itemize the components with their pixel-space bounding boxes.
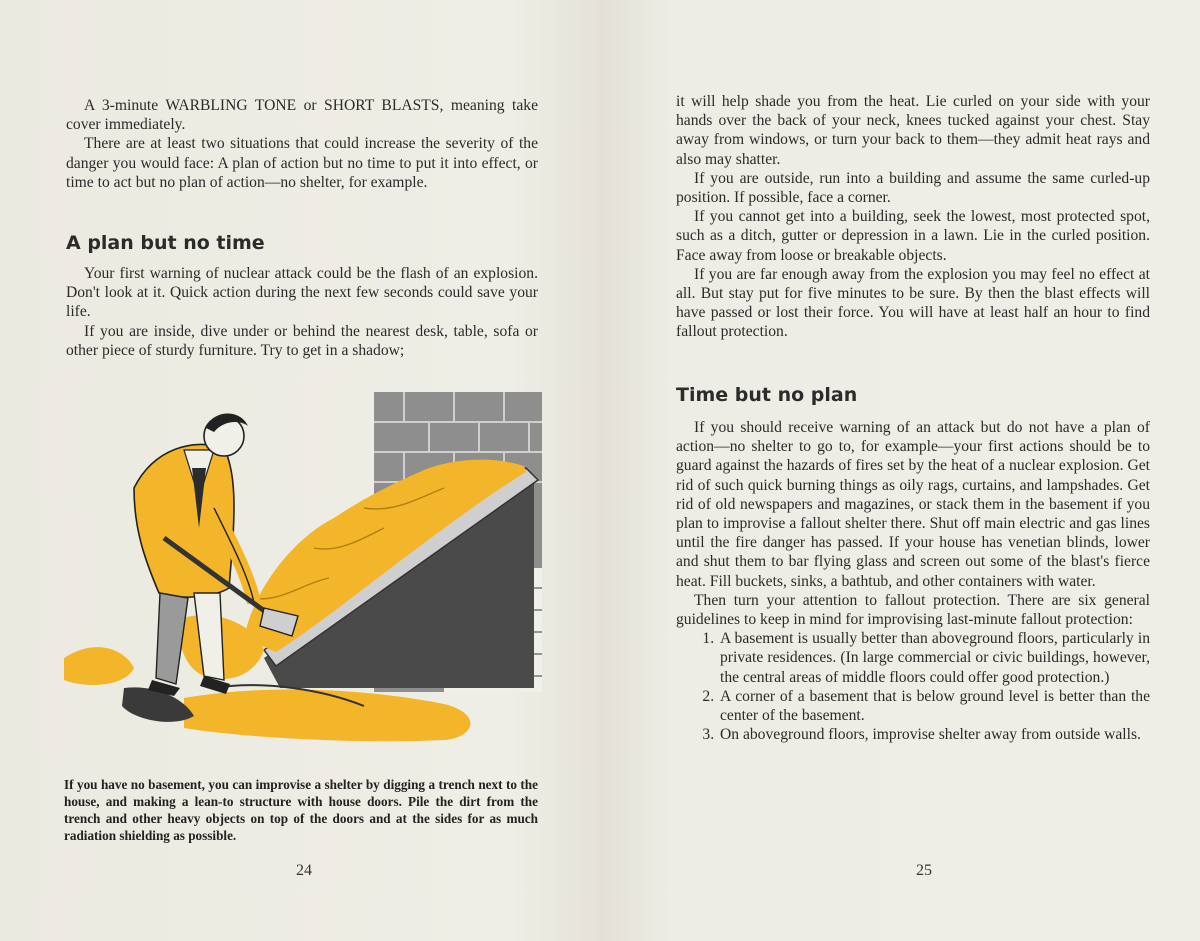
trench-shelter-illustration	[64, 388, 546, 768]
left-body	[66, 264, 538, 360]
list-item: 3. On aboveground floors, improvise shelter away from outside walls.	[718, 725, 1150, 744]
list-item: 1. A basement is usually better than aboveground floors, particularly in private residences. (In large commercial or civic buildings, however, the central areas of middle floors could offer good protection.)	[718, 629, 1150, 687]
list-item: 2. A corner of a basement that is below ground level is better than the center of the basement.	[718, 687, 1150, 725]
right-intro	[676, 92, 1150, 342]
right-body	[676, 418, 1150, 744]
paragraph: If you are inside, dive under or behind the nearest desk, table, sofa or other piece of sturdy furniture. Try to get in a shadow;	[66, 322, 538, 359]
section-heading-time-no-plan: Time but no plan	[676, 384, 858, 406]
paragraph: There are at least two situations that could increase the severity of the danger you would face: A plan of action but no time to put it into effect, or time to act but no plan of action—no shelter, for example.	[66, 135, 538, 191]
paragraph: If you should receive warning of an attack but do not have a plan of action—no shelter to go to, for example—your first actions should be to guard against the hazards of fires set by the heat of a nuclear explosion. Get rid of such quick burning things as oily rags, curtains, and lampshades. Get rid of old newspapers and magazines, or stack them in the basement if you plan to improvise a fallout shelter there. Shut off main electric and gas lines until the fire danger has passed. If your house has venetian blinds, lower and shut them to bar flying glass and screen out some of the blast's fierce heat. Fill buckets, sinks, a bathtub, and other containers with water.	[676, 419, 1150, 590]
page-number-right: 25	[916, 862, 932, 879]
paragraph: If you are outside, run into a building and assume the same curled-up position. If possible, face a corner.	[676, 169, 1150, 207]
paragraph: A 3-minute WARBLING TONE or SHORT BLASTS, meaning take cover immediately.	[66, 97, 538, 134]
paragraph: it will help shade you from the heat. Lie curled on your side with your hands over the back of your neck, knees tucked against your chest. Stay away from windows, or turn your back to them—they admit heat rays and also may shatter.	[676, 93, 1150, 168]
page-number-left: 24	[296, 862, 312, 879]
section-heading-plan-no-time: A plan but no time	[66, 232, 265, 254]
paragraph: If you are far enough away from the explosion you may feel no effect at all. But stay put for five minutes to be sure. By then the blast effects will have passed or lost their force. You will have at least half an hour to find fallout protection.	[676, 265, 1150, 341]
paragraph: Then turn your attention to fallout protection. There are six general guidelines to keep in mind for improvising last-minute fallout protection:	[676, 591, 1150, 629]
right-page	[600, 0, 1200, 941]
left-intro	[66, 96, 538, 192]
paragraph: Your first warning of nuclear attack could be the flash of an explosion. Don't look at it. Quick action during the next few seconds could save your life.	[66, 265, 538, 321]
illustration-caption: If you have no basement, you can improvise a shelter by digging a trench next to the house, and making a lean-to structure with house doors. Pile the dirt from the trench and other heavy objects on top of the doors and at the sides for as much radiation shielding as possible.	[64, 777, 538, 843]
guidelines-list	[676, 629, 1150, 744]
paragraph: If you cannot get into a building, seek the lowest, most protected spot, such as a ditch, gutter or depression in a lawn. Lie in the curled position. Face away from loose or breakable objects.	[676, 208, 1150, 264]
